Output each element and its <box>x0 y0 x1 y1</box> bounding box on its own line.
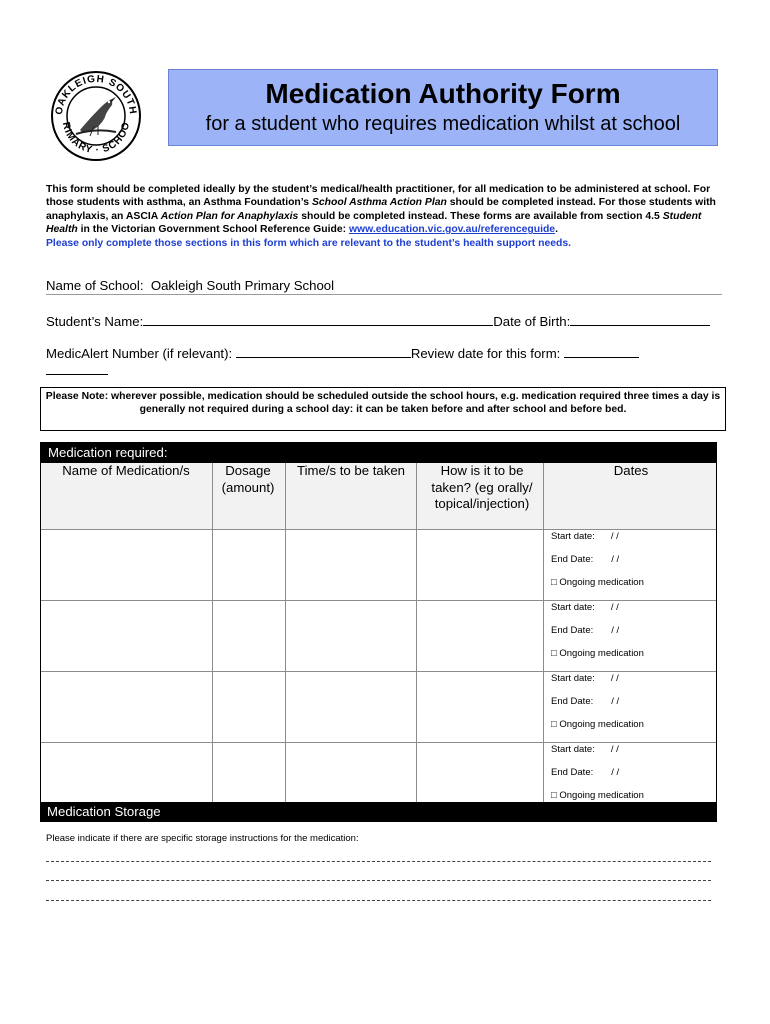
row2-end-date[interactable]: End Date: / / <box>551 625 620 636</box>
scheduling-note: Please Note: wherever possible, medication should be scheduled outside the school hours, e.g. medication required three times a day is generally not required during a school day: it can be taken before and after school and before bed. <box>40 387 726 431</box>
row4-ongoing-checkbox[interactable]: □ Ongoing medication <box>551 790 644 801</box>
form-title: Medication Authority Form <box>265 78 621 109</box>
row3-ongoing-checkbox[interactable]: □ Ongoing medication <box>551 719 644 730</box>
form-subtitle: for a student who requires medication whilst at school <box>205 113 681 135</box>
school-name-label: Name of School: <box>46 278 144 293</box>
student-name-label: Student’s Name: <box>46 314 144 329</box>
intro-instruction: Please only complete those sections in this form which are relevant to the student’s health support needs. <box>46 237 572 249</box>
intro-italic-1: School Asthma Action Plan <box>311 197 447 209</box>
medicalert-row <box>46 344 639 361</box>
storage-instruction: Please indicate if there are specific storage instructions for the medication: <box>46 833 359 844</box>
grid-vline <box>416 463 417 810</box>
grid-hline <box>41 742 716 743</box>
school-name-rule <box>46 294 722 295</box>
storage-section-header <box>40 802 717 822</box>
grid-vline <box>212 463 213 810</box>
row4-end-date[interactable]: End Date: / / <box>551 767 620 778</box>
intro-italic-2: Action Plan for Anaphylaxis <box>160 210 299 222</box>
reference-guide-link[interactable]: www.education.vic.gov.au/referenceguide <box>348 224 556 236</box>
storage-input-line-2[interactable] <box>46 880 711 881</box>
grid-hline <box>41 529 716 530</box>
row4-start-date[interactable]: Start date: / / <box>551 744 619 755</box>
svg-text:OAKLEIGH SOUTH <box>54 74 138 116</box>
col-medication-name: Name of Medication/s <box>62 463 190 478</box>
review-date-label: Review date for this form: <box>410 346 561 361</box>
medicalert-input[interactable] <box>236 344 411 358</box>
medication-section-header <box>41 443 716 463</box>
medication-table <box>40 442 717 811</box>
grid-hline <box>41 600 716 601</box>
row2-start-date[interactable]: Start date: / / <box>551 602 619 613</box>
intro-text-4: in the Victorian Government School Reference Guide: <box>77 224 349 236</box>
school-name-field <box>46 278 334 293</box>
medicalert-input-continued[interactable] <box>46 361 108 375</box>
intro-text-1: This form should be completed ideally by the student’s medical/health practitioner, for all medication to be administered at school. For those students with asthma, an Asthma Foundation’s <box>46 184 711 209</box>
logo-top-text: OAKLEIGH SOUTH <box>53 73 139 116</box>
row1-ongoing-checkbox[interactable]: □ Ongoing medication <box>551 577 644 588</box>
intro-italic-3: Student Health <box>46 210 702 236</box>
col-times: Time/s to be taken <box>297 463 405 478</box>
title-banner <box>168 69 718 146</box>
intro-text-5: . <box>555 224 558 236</box>
grid-hline <box>41 671 716 672</box>
school-name-value: Oakleigh South Primary School <box>150 278 335 293</box>
intro-text-3: should be completed instead. These forms are available from section 4.5 <box>298 210 663 222</box>
student-name-row <box>46 312 710 329</box>
intro-paragraph <box>46 183 726 250</box>
storage-input-line-1[interactable] <box>46 861 711 862</box>
school-crest-icon <box>50 70 142 162</box>
storage-input-line-3[interactable] <box>46 900 711 901</box>
school-logo <box>50 70 142 162</box>
row3-start-date[interactable]: Start date: / / <box>551 673 619 684</box>
review-date-input[interactable] <box>564 344 639 358</box>
col-dates: Dates <box>613 463 649 478</box>
grid-vline <box>285 463 286 810</box>
row1-start-date[interactable]: Start date: / / <box>551 531 619 542</box>
row1-end-date[interactable]: End Date: / / <box>551 554 620 565</box>
grid-vline <box>543 463 544 810</box>
dob-input[interactable] <box>570 312 710 326</box>
storage-section-title: Medication Storage <box>47 804 161 819</box>
row2-ongoing-checkbox[interactable]: □ Ongoing medication <box>551 648 644 659</box>
col-how-taken: How is it to be taken? (eg orally/ topical/injection) <box>431 463 533 511</box>
dob-label: Date of Birth: <box>493 314 571 329</box>
col-dosage: Dosage (amount) <box>221 463 275 495</box>
medication-section-title: Medication required: <box>48 445 168 460</box>
intro-text-2: should be completed instead. For those students with anaphylaxis, an ASCIA <box>46 197 716 222</box>
logo-bottom-text: RIMARY · SCHOO <box>59 120 133 157</box>
medicalert-label: MedicAlert Number (if relevant): <box>46 346 233 361</box>
student-name-input[interactable] <box>143 312 493 326</box>
medication-table-header <box>41 463 716 529</box>
row3-end-date[interactable]: End Date: / / <box>551 696 620 707</box>
